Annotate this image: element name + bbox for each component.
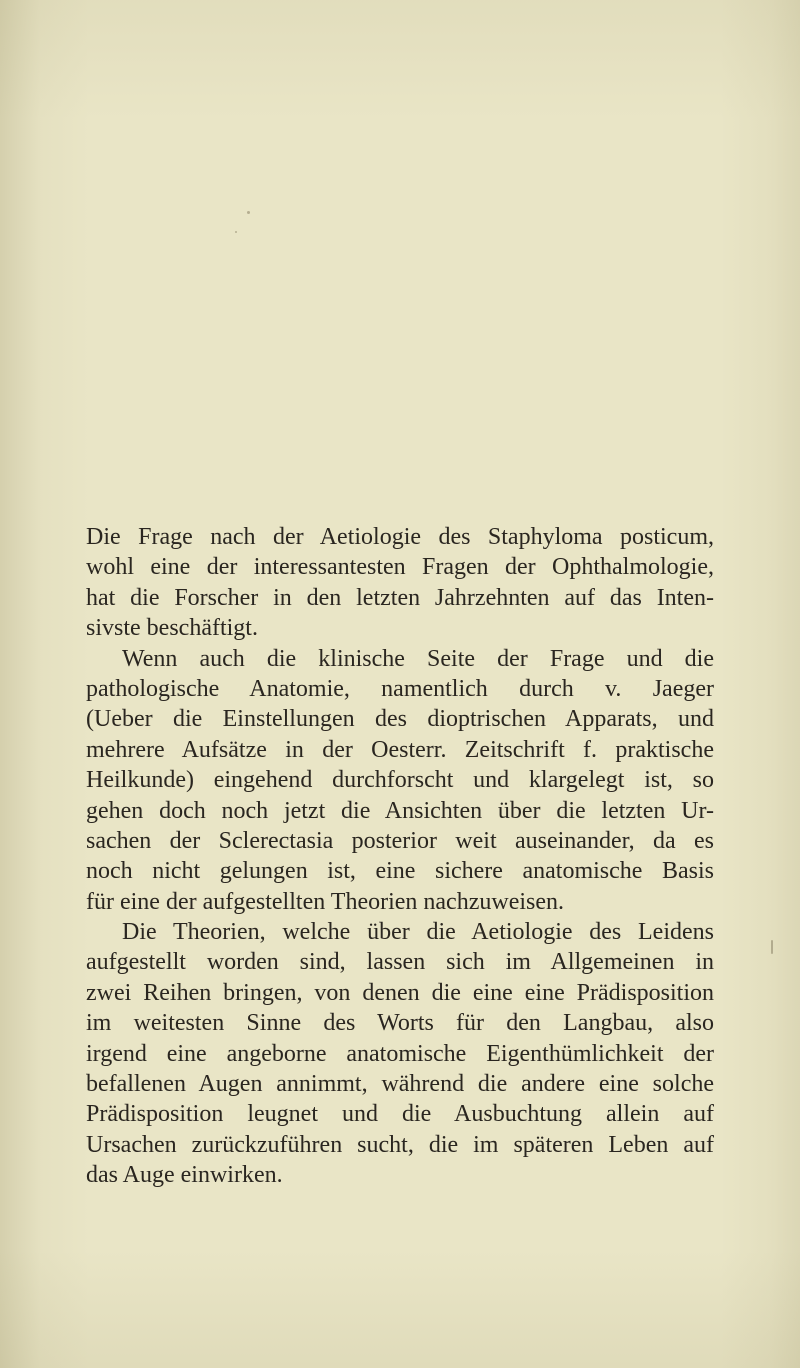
paper-speck (771, 940, 773, 954)
text-line: befallenen Augen annimmt, während die andere eine solche (86, 1071, 714, 1098)
text-line: mehrere Aufsätze in der Oesterr. Zeitschrift f. praktische (86, 736, 714, 763)
text-line: (Ueber die Einstellungen des dioptrischen Apparats, und (86, 706, 714, 733)
text-line: hat die Forscher in den letzten Jahrzehnten auf das Inten- (86, 584, 714, 611)
paper-speck (235, 231, 237, 233)
text-line: noch nicht gelungen ist, eine sichere anatomische Basis (86, 858, 714, 885)
text-line: wohl eine der interessantesten Fragen der Ophthalmologie, (86, 554, 714, 581)
text-line: irgend eine angeborne anatomische Eigenthümlichkeit der (86, 1040, 714, 1067)
text-line: Wenn auch die klinische Seite der Frage und die (122, 645, 714, 672)
body-text (86, 522, 714, 1191)
text-line: Ursachen zurückzuführen sucht, die im späteren Leben auf (86, 1131, 714, 1158)
text-line: sachen der Sclerectasia posterior weit auseinander, da es (86, 827, 714, 854)
text-line: zwei Reihen bringen, von denen die eine eine Prädisposition (86, 979, 714, 1006)
paper-speck (247, 211, 250, 214)
paragraph-3 (86, 917, 714, 1191)
text-line: aufgestellt worden sind, lassen sich im Allgemeinen in (86, 949, 714, 976)
text-line: gehen doch noch jetzt die Ansichten über die letzten Ur- (86, 797, 714, 824)
paragraph-1 (86, 522, 714, 644)
text-line: Prädisposition leugnet und die Ausbuchtung allein auf (86, 1101, 714, 1128)
text-line: Die Theorien, welche über die Aetiologie des Leidens (122, 919, 714, 946)
text-line: Heilkunde) eingehend durchforscht und klargelegt ist, so (86, 767, 714, 794)
text-line: Die Frage nach der Aetiologie des Staphyloma posticum, (86, 524, 714, 550)
text-line: pathologische Anatomie, namentlich durch v. Jaeger (86, 675, 714, 702)
paragraph-2 (86, 644, 714, 918)
text-line: für eine der aufgestellten Theorien nachzuweisen. (86, 888, 565, 915)
text-line: das Auge einwirken. (86, 1162, 283, 1189)
text-line: sivste beschäftigt. (86, 615, 258, 642)
text-line: im weitesten Sinne des Worts für den Langbau, also (86, 1010, 714, 1037)
